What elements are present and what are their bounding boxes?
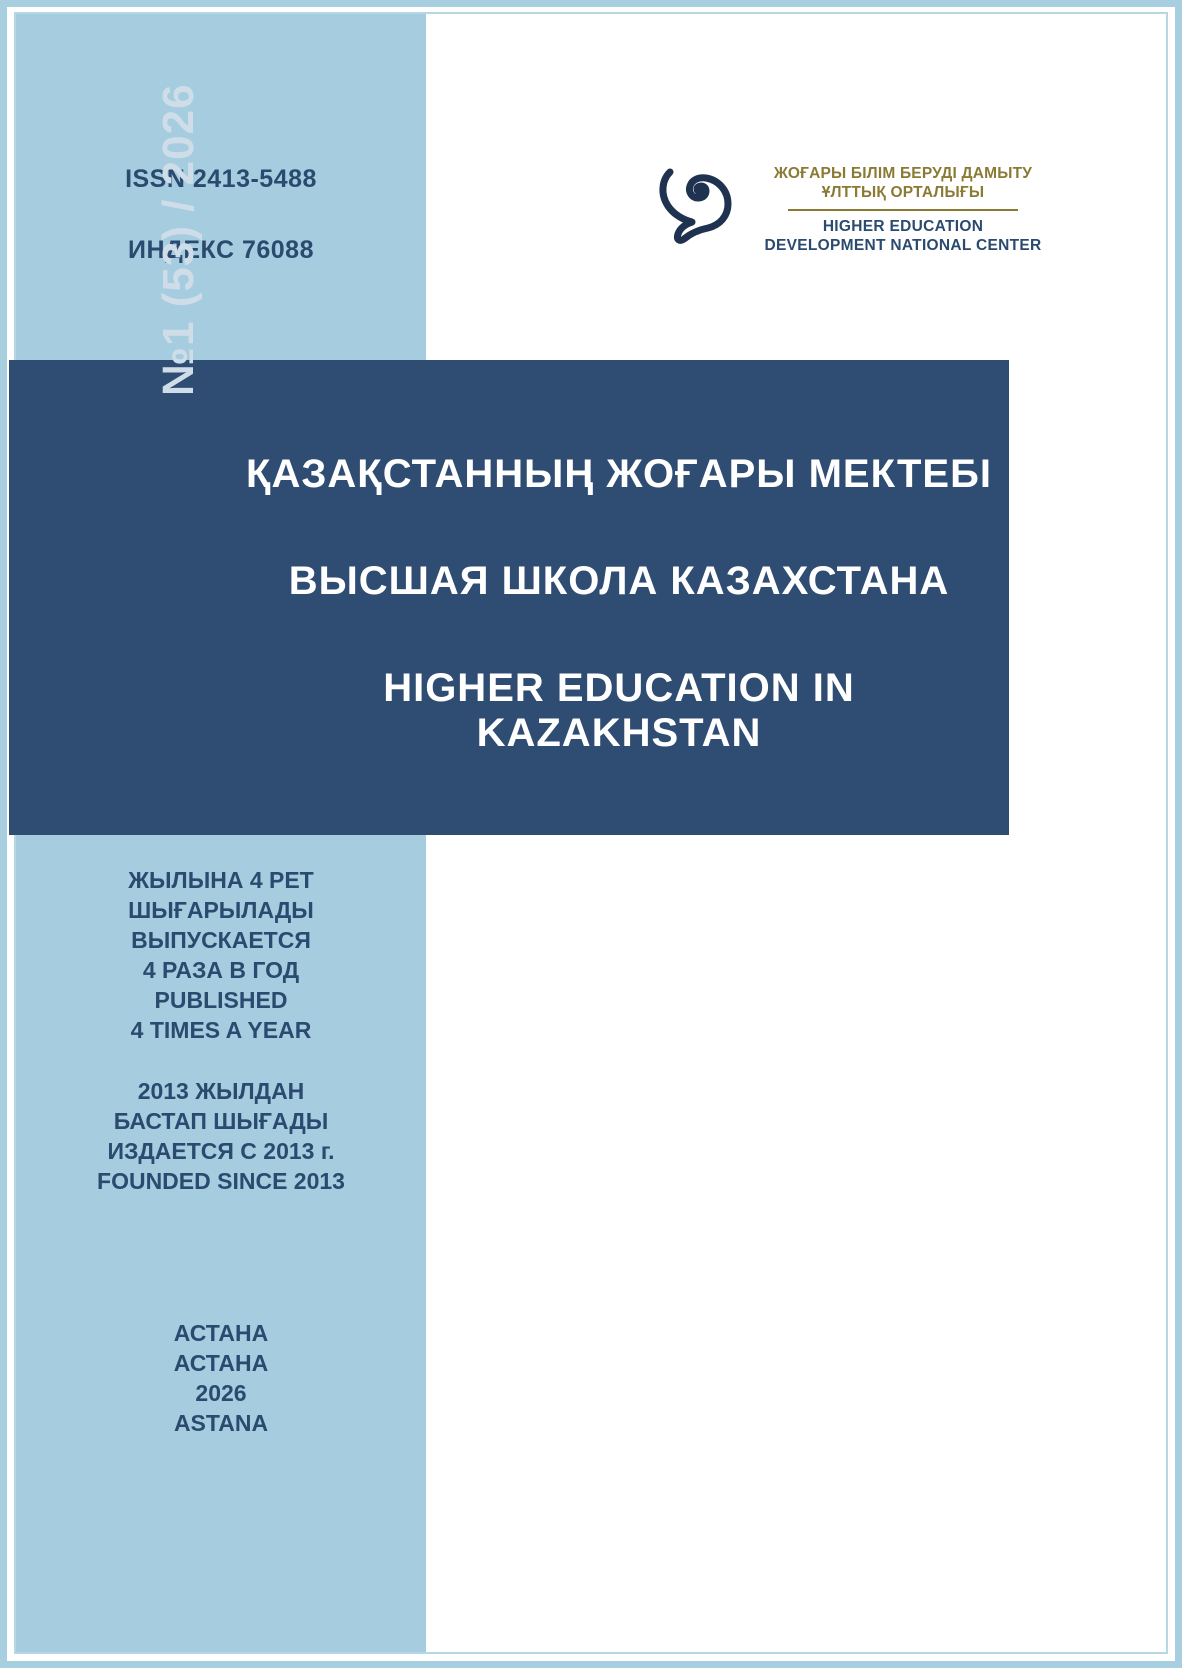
journal-titles [239, 452, 999, 756]
issn-text: ISSN 2413-5488 [125, 165, 317, 193]
publisher-logo [640, 150, 1060, 280]
frequency-line: PUBLISHED [154, 987, 288, 1013]
frequency-line: ВЫПУСКАЕТСЯ [131, 927, 311, 953]
logo-kz-line1: ЖОҒАРЫ БІЛІМ БЕРУДІ ДАМЫТУ [773, 165, 1033, 182]
logo-divider [788, 209, 1018, 211]
swan-emblem-icon [650, 162, 736, 248]
frequency-line: 4 TIMES A YEAR [130, 1017, 312, 1043]
title-english: HIGHER EDUCATION IN KAZAKHSTAN [383, 666, 855, 755]
frequency-line: 4 РАЗА В ГОД [142, 957, 300, 983]
city-line: АСТАНА [173, 1320, 269, 1346]
logo-text-block [748, 164, 1058, 255]
frequency-line: ШЫҒАРЫЛАДЫ [128, 897, 314, 923]
founded-line: 2013 ЖЫЛДАН [137, 1078, 305, 1104]
founded-block [16, 1076, 426, 1196]
city-year-block [16, 1318, 426, 1438]
index-text: ИНДЕКС 76088 [128, 236, 314, 264]
founded-line: ИЗДАЕТСЯ С 2013 г. [107, 1138, 335, 1164]
founded-line: FOUNDED SINCE 2013 [97, 1168, 345, 1194]
issn-block [16, 165, 426, 265]
founded-line: БАСТАП ШЫҒАДЫ [113, 1108, 329, 1134]
logo-en-line2: DEVELOPMENT NATIONAL CENTER [764, 237, 1042, 254]
city-line: АСТАНА [173, 1350, 269, 1376]
issue-number: №1 (53) / 2026 [154, 83, 203, 396]
year-line: 2026 [195, 1380, 247, 1406]
logo-en-line1: HIGHER EDUCATION [822, 218, 984, 235]
frequency-line: ЖЫЛЫНА 4 РЕТ [128, 867, 314, 893]
city-line: ASTANA [173, 1410, 269, 1436]
title-kazakh: ҚАЗАҚСТАННЫҢ ЖОҒАРЫ МЕКТЕБІ [246, 452, 992, 496]
logo-kz-line2: ҰЛТТЫҚ ОРТАЛЫҒЫ [821, 184, 985, 201]
title-russian: ВЫСШАЯ ШКОЛА КАЗАХСТАНА [288, 559, 950, 603]
frequency-block [16, 865, 426, 1045]
